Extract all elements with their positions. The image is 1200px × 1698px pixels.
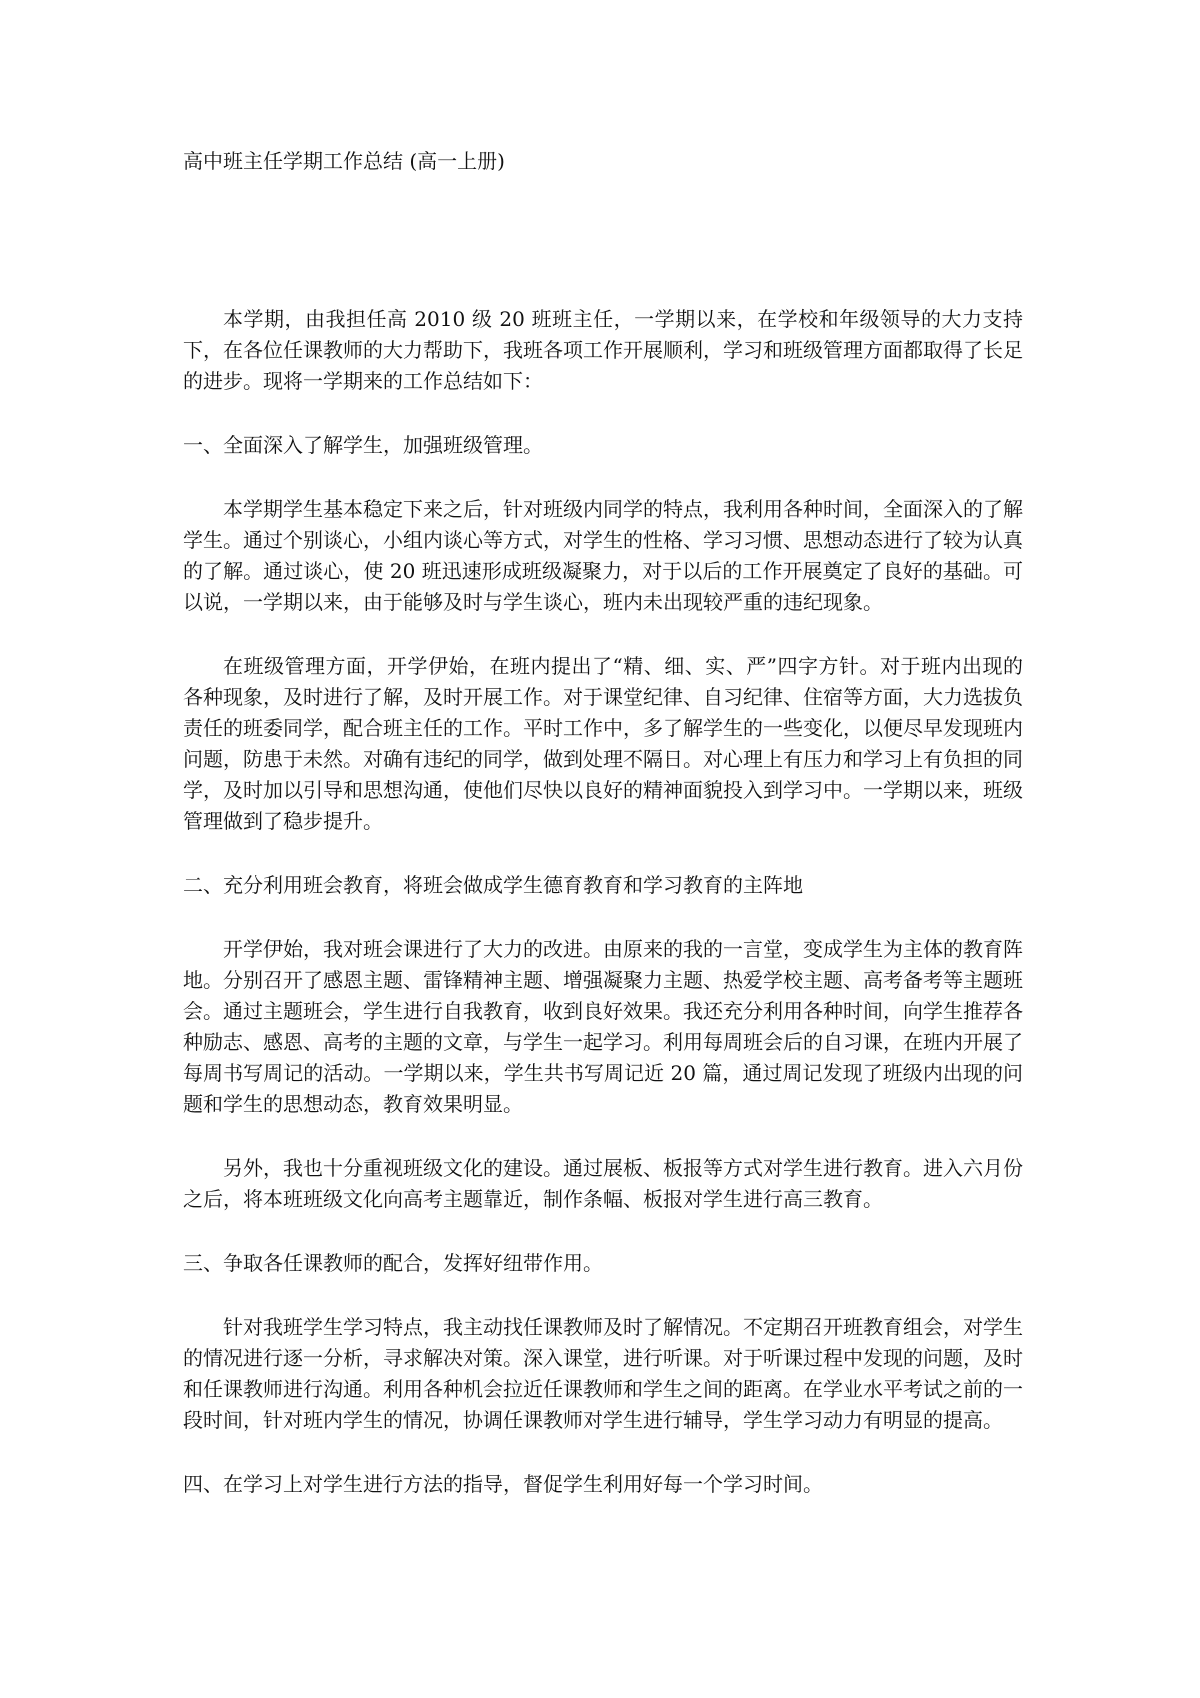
section-heading-3: 三、争取各任课教师的配合，发挥好纽带作用。 bbox=[183, 1251, 603, 1275]
paragraph: 另外，我也十分重视班级文化的建设。通过展板、板报等方式对学生进行教育。进入六月份之后，将本班班级文化向高考主题靠近，制作条幅、板报对学生进行高三教育。 bbox=[183, 1156, 1023, 1211]
section-heading-1: 一、全面深入了解学生，加强班级管理。 bbox=[183, 433, 543, 457]
intro-paragraph: 本学期，由我担任高 2010 级 20 班班主任，一学期以来，在学校和年级领导的大力支持下，在各位任课教师的大力帮助下，我班各项工作开展顺利，学习和班级管理方面都取得了长足的进步。现将一学期来的工作总结如下： bbox=[183, 307, 1023, 393]
paragraph: 开学伊始，我对班会课进行了大力的改进。由原来的我的一言堂，变成学生为主体的教育阵地。分别召开了感恩主题、雷锋精神主题、增强凝聚力主题、热爱学校主题、高考备考等主题班会。通过主题班会，学生进行自我教育，收到良好效果。我还充分利用各种时间，向学生推荐各种励志、感恩、高考的主题的文章，与学生一起学习。利用每周班会后的自习课，在班内开展了每周书写周记的活动。一学期以来，学生共书写周记近 20 篇，通过周记发现了班级内出现的问题和学生的思想动态，教育效果明显。 bbox=[183, 937, 1023, 1116]
section-heading-2: 二、充分利用班会教育，将班会做成学生德育教育和学习教育的主阵地 bbox=[183, 873, 803, 897]
document-body bbox=[183, 304, 1023, 1533]
paragraph: 在班级管理方面，开学伊始，在班内提出了“精、细、实、严”四字方针。对于班内出现的各种现象，及时进行了解，及时开展工作。对于课堂纪律、自习纪律、住宿等方面，大力选拔负责任的班委同学，配合班主任的工作。平时工作中，多了解学生的一些变化，以便尽早发现班内问题，防患于未然。对确有违纪的同学，做到处理不隔日。对心理上有压力和学习上有负担的同学，及时加以引导和思想沟通，使他们尽快以良好的精神面貌投入到学习中。一学期以来，班级管理做到了稳步提升。 bbox=[183, 654, 1023, 833]
paragraph: 本学期学生基本稳定下来之后，针对班级内同学的特点，我利用各种时间，全面深入的了解学生。通过个别谈心，小组内谈心等方式，对学生的性格、学习习惯、思想动态进行了较为认真的了解。通过谈心，使 20 班迅速形成班级凝聚力，对于以后的工作开展奠定了良好的基础。可以说，一学期以来，由于能够及时与学生谈心，班内未出现较严重的违纪现象。 bbox=[183, 497, 1023, 614]
section-heading-4: 四、在学习上对学生进行方法的指导，督促学生利用好每一个学习时间。 bbox=[183, 1472, 823, 1496]
document-title: 高中班主任学期工作总结 (高一上册) bbox=[183, 149, 505, 173]
paragraph: 针对我班学生学习特点，我主动找任课教师及时了解情况。不定期召开班教育组会，对学生的情况进行逐一分析，寻求解决对策。深入课堂，进行听课。对于听课过程中发现的问题，及时和任课教师进行沟通。利用各种机会拉近任课教师和学生之间的距离。在学业水平考试之前的一段时间，针对班内学生的情况，协调任课教师对学生进行辅导，学生学习动力有明显的提高。 bbox=[183, 1315, 1023, 1432]
